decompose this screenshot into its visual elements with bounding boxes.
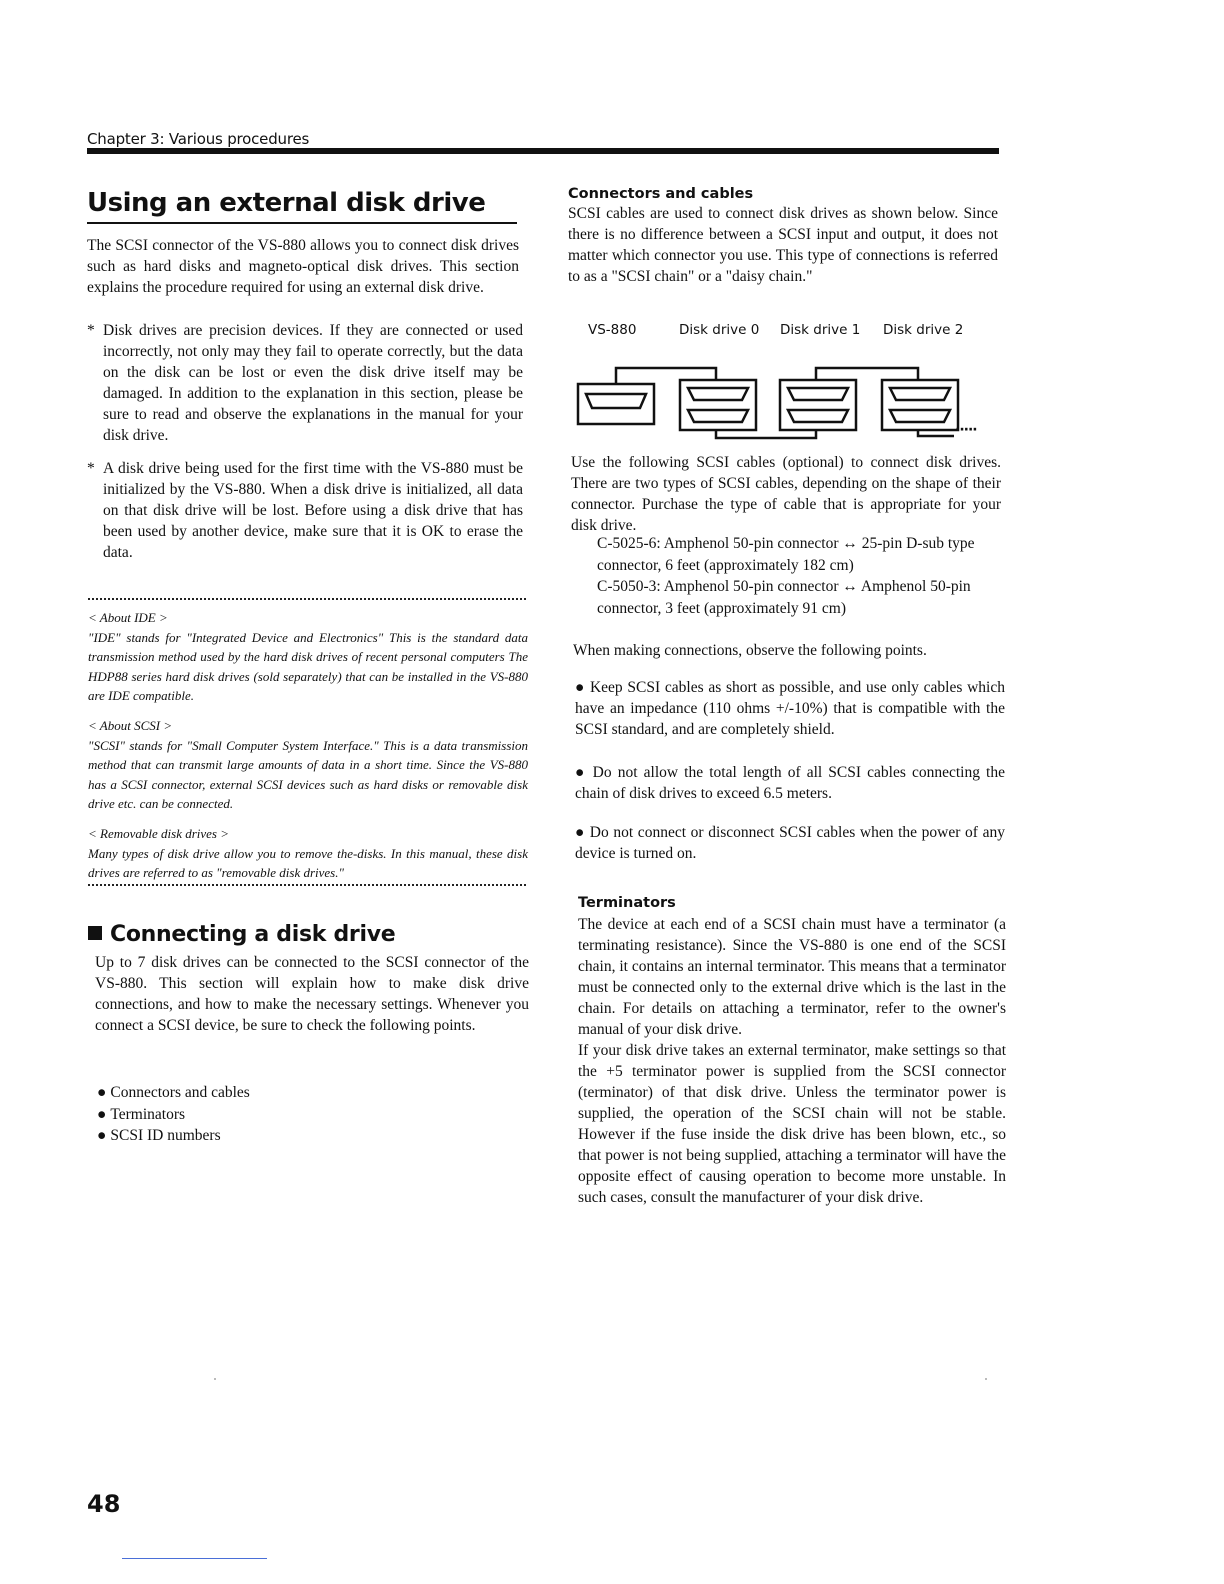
scan-speck [985, 1378, 987, 1380]
diagram-label-drive2: Disk drive 2 [883, 322, 964, 338]
list-item [97, 1125, 250, 1147]
asterisk-icon: * [87, 322, 95, 339]
list-item-text: SCSI ID numbers [110, 1127, 221, 1144]
bullet-icon: ● [97, 1105, 107, 1123]
glossary-bottom-divider [88, 884, 526, 886]
glossary-heading: < Removable disk drives > [88, 826, 230, 841]
terminators-paragraph: If your disk drive takes an external terminator, make settings so that the +5 terminator power is supplied from the SCSI connector (terminator) of that disk drive. Unless the terminator power is supplied, the operation of the SCSI chain will not be stable. However if the fuse inside the disk drive has been blown, etc., so that power is not being supplied, attaching a terminator will have the opposite effect of causing operation to become more unstable. In such cases, consult the manufacturer of your disk drive. [578, 1042, 1006, 1206]
intro-paragraph: The SCSI connector of the VS-880 allows you to connect disk drives such as hard disks and magneto-optical disk drives. This section explains the procedure required for using an external disk drive. [87, 237, 519, 296]
daisy-chain-diagram [570, 316, 1000, 446]
terminators-heading: Terminators [578, 895, 676, 911]
diagram-label-drive1: Disk drive 1 [780, 322, 861, 338]
diagram-label-drive0: Disk drive 0 [679, 322, 760, 338]
chapter-header: Chapter 3: Various procedures [87, 130, 310, 148]
header-rule [87, 148, 999, 154]
point-item: ● Do not allow the total length of all SCSI cables connecting the chain of disk drives to exceed 6.5 meters. [575, 764, 1005, 802]
subsection-title [88, 922, 395, 947]
list-item [97, 1082, 250, 1104]
cable-drive1-drive2 [816, 368, 918, 380]
glossary-ide [88, 608, 528, 706]
point-item: ● Keep SCSI cables as short as possible, and use only cables which have an impedance (110 ohms +/-10%) that is compatible with the SCSI standard, and are completely shield. [575, 679, 1005, 738]
glossary-heading: < About SCSI > [88, 718, 173, 733]
cable-item: C-5025-6: Amphenol 50-pin connector ↔ 25-pin D-sub type connector, 6 feet (approximately 182 cm) [597, 535, 975, 574]
list-item-text: Terminators [110, 1105, 186, 1123]
glossary-scsi [88, 716, 528, 814]
section-title: Using an external disk drive [87, 188, 486, 218]
glossary-heading: < About IDE > [88, 610, 168, 625]
chain-drawing [570, 316, 1000, 446]
chain-continues-icon: ····· [955, 422, 977, 438]
square-bullet-icon [88, 926, 102, 940]
terminators-paragraph: The device at each end of a SCSI chain must have a terminator (a terminating resistance). Since the VS-880 is one end of the SCSI chain, it contains an internal terminator. This means that a terminator must be connected only to the external drive which is the last in the chain. For details on attaching a terminator, refer to the owner's manual of your disk drive. [578, 916, 1006, 1038]
connection-points-intro: When making connections, observe the following points. [573, 642, 927, 659]
asterisk-icon: * [87, 460, 95, 477]
connectors-heading: Connectors and cables [568, 186, 754, 202]
point-item: ● Do not connect or disconnect SCSI cables when the power of any device is turned on. [575, 824, 1005, 862]
note-item [87, 320, 523, 446]
footer-line [122, 1558, 267, 1559]
cable-vs880-drive0 [616, 368, 716, 384]
glossary-text: "IDE" stands for "Integrated Device and Electronics" This is the standard data transmission method used by the hard disk drives of recent personal computers The HDP88 series hard disk drives (sold separately) that can be installed in the VS-880 are IDE compatible. [88, 629, 528, 703]
bullet-icon: ● [97, 1084, 107, 1101]
connecting-paragraph: Up to 7 disk drives can be connected to the SCSI connector of the VS-880. This section will explain how to make disk drive connections, and how to make the necessary settings. Whenever you connect a SCSI device, be sure to check the following points. [95, 954, 529, 1034]
scan-speck [214, 1378, 216, 1380]
cable-item: C-5050-3: Amphenol 50-pin connector ↔ Amphenol 50-pin connector, 3 feet (approximately 91 cm) [597, 578, 971, 617]
cables-paragraph: Use the following SCSI cables (optional) to connect disk drives. There are two types of SCSI cables, depending on the shape of their connector. Purchase the type of cable that is appropriate for your disk drive. [571, 454, 1001, 534]
note-text: Disk drives are precision devices. If they are connected or used incorrectly, not only may they fail to operate correctly, but the data on the disk can be lost or even the disk drive itself may be damaged. In addition to the explanation in this section, please be sure to read and observe the explanations in the manual for your disk drive. [103, 322, 523, 444]
bullet-icon: ● [97, 1127, 107, 1144]
checklist [97, 1082, 250, 1147]
glossary-text: Many types of disk drive allow you to remove the-disks. In this manual, these disk drives are referred to as "removable disk drives." [88, 845, 528, 880]
precaution-notes [87, 320, 523, 563]
list-item-text: Connectors and cables [110, 1084, 250, 1101]
page-number: 48 [87, 1490, 121, 1518]
list-item [97, 1104, 250, 1126]
title-underline [87, 222, 517, 224]
cable-list [597, 533, 1007, 619]
terminators-body [578, 914, 1006, 1208]
glossary-removable [88, 824, 528, 883]
note-text: A disk drive being used for the first time with the VS-880 must be initialized by the VS-880. When a disk drive is initialized, all data on that disk drive will be lost. Before using a disk drive that has been used by another device, make sure that it is OK to erase the data. [103, 460, 523, 561]
note-item [87, 458, 523, 563]
glossary-top-divider [88, 598, 526, 600]
glossary-text: "SCSI" stands for "Small Computer System Interface." This is a data transmission method that can transmit large amounts of data in a short time. Since the VS-880 has a SCSI connector, external SCSI devices such as hard disks or removable disk drive etc. can be connected. [88, 737, 528, 811]
subsection-title-text: Connecting a disk drive [110, 922, 396, 947]
connectors-paragraph: SCSI cables are used to connect disk drives as shown below. Since there is no difference between a SCSI input and output, it does not matter which connector you use. This type of connections is referred to as a "SCSI chain" or a "daisy chain." [568, 205, 998, 285]
diagram-label-vs880: VS-880 [588, 322, 637, 338]
